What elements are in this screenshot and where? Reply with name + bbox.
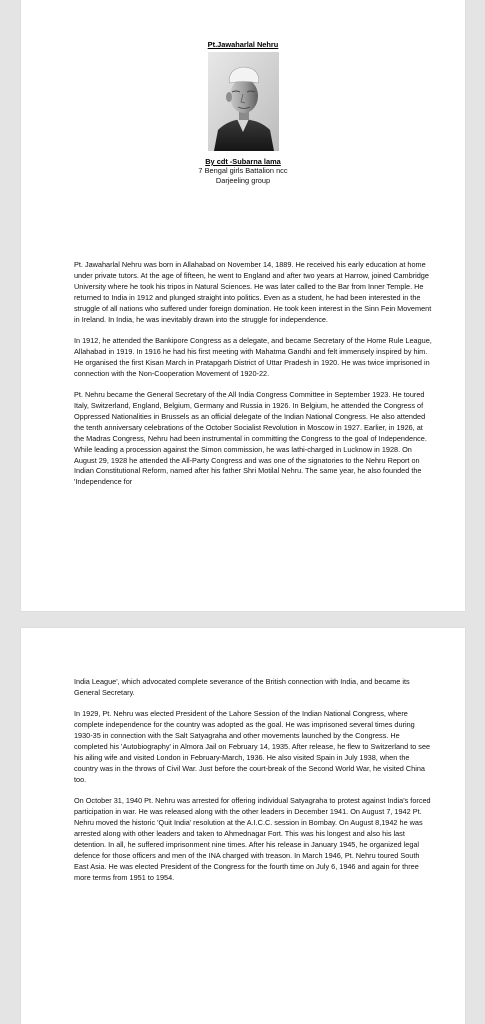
- document-header: [21, 40, 465, 186]
- document-page-1: [21, 0, 465, 611]
- author-byline: By cdt -Subarna lama: [205, 157, 281, 166]
- document-page-2: [21, 628, 465, 1024]
- page-1-body: [74, 260, 434, 499]
- paragraph: On October 31, 1940 Pt. Nehru was arrested for offering individual Satyagraha to protest against India's forced participation in war. He was released along with the other leaders in December 1941. On August 7, 1942 Pt. Nehru moved the historic 'Quit India' resolution at the A.I.C.C. session in Bombay. On August 8,1942 he was arrested along with other leaders and taken to Ahmednagar Fort. This was his longest and also his last detention. In all, he suffered imprisonment nine times. After his release in January 1945, he organized legal defence for those officers and men of the INA charged with treason. In March 1946, Pt. Nehru toured South East Asia. He was elected President of the Congress for the fourth time on July 6, 1946 and again for three more terms from 1951 to 1954.: [74, 796, 431, 882]
- paragraph: Pt. Nehru became the General Secretary of the All India Congress Committee in September 1923. He toured Italy, Switzerland, England, Belgium, Germany and Russia in 1926. In Belgium, he attended the Congress of Oppressed Nationalities in Brussels as an official delegate of the Indian National Congress. He also attended the tenth anniversary celebrations of the October Socialist Revolution in Moscow in 1927. Earlier, in 1926, at the Madras Congress, Nehru had been instrumental in committing the Congress to the goal of Independence. While leading a procession against the Simon commission, he was lathi-charged in Lucknow in 1928. On August 29, 1928 he attended the All-Party Congress and was one of the signatories to the Nehru Report on Indian Constitutional Reform, named after his father Shri Motilal Nehru. The same year, he also founded the 'Independence for: [74, 390, 427, 487]
- document-title: Pt.Jawaharlal Nehru: [207, 40, 279, 49]
- paragraph: India League', which advocated complete severance of the British connection with India, and became its General Secretary.: [74, 677, 410, 697]
- group-line: Darjeeling group: [215, 176, 271, 185]
- page-2-body: [74, 677, 434, 894]
- paragraph: In 1912, he attended the Bankipore Congress as a delegate, and became Secretary of the Home Rule League, Allahabad in 1919. In 1916 he had his first meeting with Mahatma Gandhi and felt immensely inspired by him. He organised the first Kisan March in Pratapgarh District of Uttar Pradesh in 1920. He was twice imprisoned in connection with the Non-Cooperation Movement of 1920-22.: [74, 335, 432, 378]
- paragraph: In 1929, Pt. Nehru was elected President of the Lahore Session of the Indian National Congress, where complete independence for the country was adopted as the goal. He was imprisoned several times during 1930-35 in connection with the Salt Satyagraha and other movements launched by the Congress. He completed his 'Autobiography' in Almora Jail on February 14, 1935. After release, he flew to Switzerland to see his ailing wife and visited London in February-March, 1936. He also visited Spain in July 1938, when the country was in the throws of Civil War. Just before the court-break of the Second World War, he visited China too.: [74, 709, 431, 784]
- portrait-photo: [208, 52, 279, 151]
- paragraph: Pt. Jawaharlal Nehru was born in Allahabad on November 14, 1889. He received his early education at home under private tutors. At the age of fifteen, he went to England and after two years at Harrow, joined Cambridge University where he took his tripos in Natural Sciences. He was later called to the Bar from Inner Temple. He returned to India in 1912 and plunged straight into politics. Even as a student, he had been interested in the struggle of all nations who suffered under foreign domination. He took keen interest in the Sinn Fein Movement in Ireland. In India, he was inevitably drawn into the struggle for independence.: [74, 260, 432, 324]
- battalion-line: 7 Bengal girls Battalion ncc: [198, 166, 288, 175]
